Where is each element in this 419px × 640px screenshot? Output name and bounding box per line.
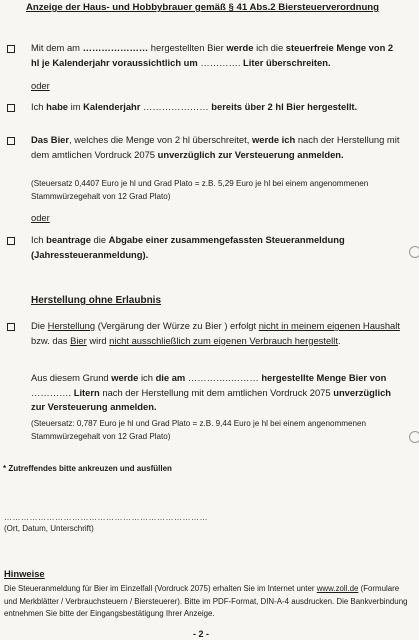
text-segment: die: [90, 234, 109, 245]
text-segment: ich die: [253, 42, 286, 53]
punch-hole-mark: [409, 246, 419, 258]
checkbox-option-5[interactable]: [7, 323, 15, 331]
footnote: * Zutreffendes bitte ankreuzen und ausfüllen: [3, 464, 172, 473]
text-segment: Mit dem am: [31, 42, 83, 53]
page-number: - 2 -: [193, 629, 210, 639]
checkbox-option-4[interactable]: [7, 237, 15, 245]
option-2-text: [31, 100, 403, 115]
text-segment: werde ich: [251, 134, 296, 145]
text-segment: ………….: [197, 56, 244, 68]
punch-hole-mark: [409, 431, 419, 443]
text-segment: beantrage: [46, 234, 91, 245]
text-segment: habe: [46, 101, 69, 112]
text-segment: Ich: [31, 101, 47, 112]
option-5-text: [31, 319, 403, 348]
text-segment: (Jahressteueranmeldung).: [31, 248, 149, 260]
text-segment: im: [68, 101, 84, 112]
text-segment: www.zoll.de: [316, 584, 359, 593]
checkbox-option-2[interactable]: [7, 104, 15, 112]
text-segment: , welches die Menge von 2 hl überschreitet,: [69, 134, 252, 145]
option-5-followup: [31, 371, 403, 415]
text-segment: Bier: [70, 334, 87, 346]
option-1-text: [31, 41, 403, 70]
text-segment: Ich: [31, 234, 47, 245]
oder-separator: oder: [31, 212, 50, 223]
text-segment: .: [337, 334, 341, 346]
text-segment: steuerfreie Menge von 2 hl je Kalenderjahr voraussichtlich um: [31, 42, 394, 68]
text-segment: (Formulare und Merkblätter / Verbrauchsteuern / Biersteuerer). Bitte im PDF-Format, DIN-A-4 ausdrucken. Die Bankverbindung entnehmen Sie bitte der Eingangsbestätigung Ihrer Anzeige.: [4, 584, 408, 619]
text-segment: die am: [155, 372, 186, 383]
text-segment: nach der Herstellung mit dem amtlichen Vordruck 2075: [99, 386, 334, 398]
text-segment: Liter überschreiten.: [243, 56, 331, 68]
text-segment: Die: [31, 320, 48, 331]
option-3-tax-note: (Steuersatz 0,4407 Euro je hl und Grad Plato = z.B. 5,29 Euro je hl bei einem angenommenen Stammwürzegehalt von 12 Grad Plato): [31, 179, 369, 201]
form-header: Anzeige der Haus- und Hobbybrauer gemäß § 41 Abs.2 Biersteuerverordnung: [25, 2, 380, 13]
text-segment: ich: [138, 372, 156, 383]
text-segment: Kalenderjahr: [83, 101, 141, 112]
text-segment: bzw. das: [31, 334, 71, 346]
option-5-tax-note: (Steuersatz: 0,787 Euro je hl und Grad Plato = z.B. 9,44 Euro je hl bei einem angenommenen Stammwürzegehalt von 12 Grad Plato): [31, 419, 366, 441]
text-segment: (Vergärung der Würze zu Bier ) erfolgt: [95, 320, 259, 331]
text-segment: unverzüglich zur Versteuerung anmelden.: [31, 386, 392, 412]
text-segment: nicht in meinem eigenen Haushalt: [258, 320, 400, 331]
text-segment: Aus diesem Grund: [31, 372, 112, 383]
text-segment: nicht ausschließlich zum eigenen Verbrauch hergestellt: [109, 334, 338, 346]
section-title: Herstellung ohne Erlaubnis: [31, 295, 162, 306]
text-segment: werde: [226, 42, 254, 53]
text-segment: Die Steueranmeldung für Bier im Einzelfall (Vordruck 2075) erhalten Sie im Internet unter: [4, 584, 317, 593]
text-segment: nach der Herstellung mit dem amtlichen Vordruck 2075: [31, 134, 400, 160]
text-segment: Das Bier: [31, 134, 70, 145]
option-3-text: [31, 133, 403, 162]
checkbox-option-3[interactable]: [7, 137, 15, 145]
hinweise-title: Hinweise: [4, 568, 45, 579]
text-segment: …………..………: [185, 372, 262, 383]
text-segment: bereits über 2 hl Bier hergestellt.: [211, 101, 358, 112]
option-4-text: [31, 233, 403, 262]
text-segment: hergestellten Bier: [148, 42, 227, 53]
text-segment: werde: [111, 372, 139, 383]
text-segment: hergestellte Menge Bier von: [261, 372, 387, 383]
text-segment: Abgabe einer zusammengefassten Steueranmeldung: [108, 234, 345, 245]
text-segment: unverzüglich zur Versteuerung anmelden.: [157, 148, 344, 160]
hinweise-text: [4, 583, 414, 621]
checkbox-option-1[interactable]: [7, 45, 15, 53]
text-segment: …………………: [82, 42, 149, 53]
text-segment: wird: [86, 334, 110, 346]
text-segment: ………….: [31, 386, 74, 398]
text-segment: …………………: [140, 101, 212, 112]
text-segment: Litern: [73, 386, 100, 398]
signature-label: (Ort, Datum, Unterschrift): [4, 524, 94, 533]
oder-separator: oder: [31, 80, 50, 91]
signature-line[interactable]: ………………………………………………………………: [4, 513, 208, 522]
text-segment: Herstellung: [47, 320, 96, 331]
